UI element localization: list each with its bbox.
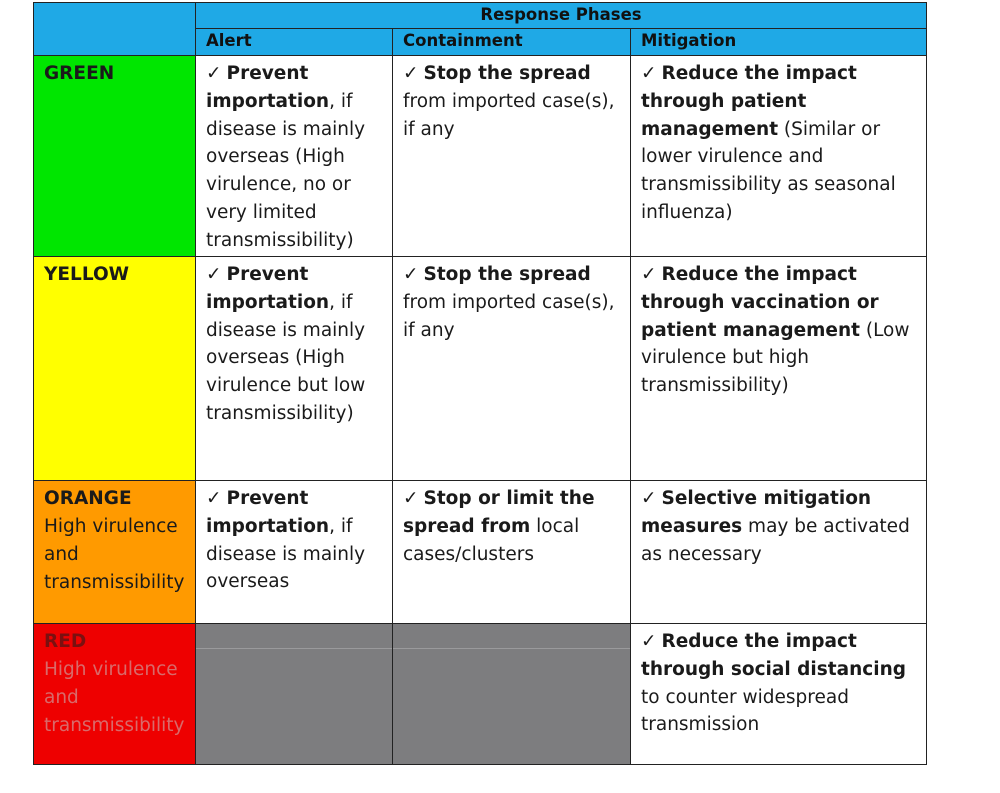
checkmark-icon: ✓ [206, 264, 222, 285]
row-green [34, 56, 927, 257]
cell-bold-text: Stop the spread [423, 264, 591, 285]
checkmark-icon: ✓ [403, 264, 419, 285]
level-name: RED [44, 631, 87, 652]
containment-cell-orange [393, 481, 631, 624]
row-yellow [34, 257, 927, 481]
checkmark-icon: ✓ [206, 488, 222, 509]
checkmark-icon: ✓ [403, 63, 419, 84]
cell-bold-text: Reduce the impact through vaccination or patient management [641, 264, 879, 341]
checkmark-icon: ✓ [641, 264, 657, 285]
alert-cell-yellow [196, 257, 393, 481]
cell-text: local cases/clusters [403, 515, 580, 565]
phase-label-alert: Alert [206, 31, 252, 50]
containment-cell-green [393, 56, 631, 257]
cell-text: to counter widespread transmission [641, 686, 849, 736]
cell-text: from imported case(s), if any [403, 291, 615, 341]
cell-bold-text: Reduce the impact through social distancing [641, 631, 906, 680]
alert-cell-red-empty [196, 624, 393, 765]
containment-cell-red-empty [393, 624, 631, 765]
level-cell-orange [34, 481, 196, 624]
level-cell-green [34, 56, 196, 257]
empty-cell-shade [393, 624, 630, 649]
cell-text: , if disease is mainly overseas [206, 515, 366, 593]
phase-label-mitigation: Mitigation [641, 31, 737, 50]
mitigation-cell-green [631, 56, 927, 257]
cell-bold-text: Prevent importation [206, 264, 330, 313]
cell-bold-text: Reduce the impact through patient management [641, 63, 857, 140]
phase-header-alert [196, 29, 393, 56]
alert-cell-green [196, 56, 393, 257]
header-corner-cell [34, 3, 196, 56]
response-phases-title: Response Phases [480, 5, 642, 24]
empty-cell-shade [196, 624, 392, 649]
cell-text: (Low virulence but high transmissibility) [641, 319, 910, 397]
alert-cell-orange [196, 481, 393, 624]
level-description: High virulence and transmissibility [44, 516, 185, 593]
cell-text: , if disease is mainly overseas (High virulence, no or very limited transmissibility) [206, 90, 366, 251]
row-orange [34, 481, 927, 624]
checkmark-icon: ✓ [206, 63, 222, 84]
checkmark-icon: ✓ [403, 488, 419, 509]
level-name: GREEN [44, 63, 115, 84]
checkmark-icon: ✓ [641, 63, 657, 84]
level-name: ORANGE [44, 488, 132, 509]
cell-bold-text: Stop or limit the spread from [403, 488, 595, 537]
phase-header-mitigation [631, 29, 927, 56]
cell-text: from imported case(s), if any [403, 90, 615, 140]
mitigation-cell-red [631, 624, 927, 765]
mitigation-cell-yellow [631, 257, 927, 481]
cell-bold-text: Selective mitigation measures [641, 488, 872, 537]
response-phases-table [33, 2, 927, 765]
cell-bold-text: Stop the spread [423, 63, 591, 84]
checkmark-icon: ✓ [641, 631, 657, 652]
phase-label-containment: Containment [403, 31, 523, 50]
cell-bold-text: Prevent importation [206, 63, 330, 112]
level-description: High virulence and transmissibility [44, 659, 185, 736]
cell-bold-text: Prevent importation [206, 488, 330, 537]
mitigation-cell-orange [631, 481, 927, 624]
header-row-group [34, 3, 927, 29]
row-red [34, 624, 927, 765]
level-cell-red [34, 624, 196, 765]
cell-text: , if disease is mainly overseas (High virulence but low transmissibility) [206, 291, 366, 424]
phase-header-containment [393, 29, 631, 56]
level-cell-yellow [34, 257, 196, 481]
response-phases-header [196, 3, 927, 29]
containment-cell-yellow [393, 257, 631, 481]
cell-text: (Similar or lower virulence and transmissibility as seasonal influenza) [641, 118, 896, 223]
checkmark-icon: ✓ [641, 488, 657, 509]
level-name: YELLOW [44, 264, 130, 285]
cell-text: may be activated as necessary [641, 515, 910, 565]
